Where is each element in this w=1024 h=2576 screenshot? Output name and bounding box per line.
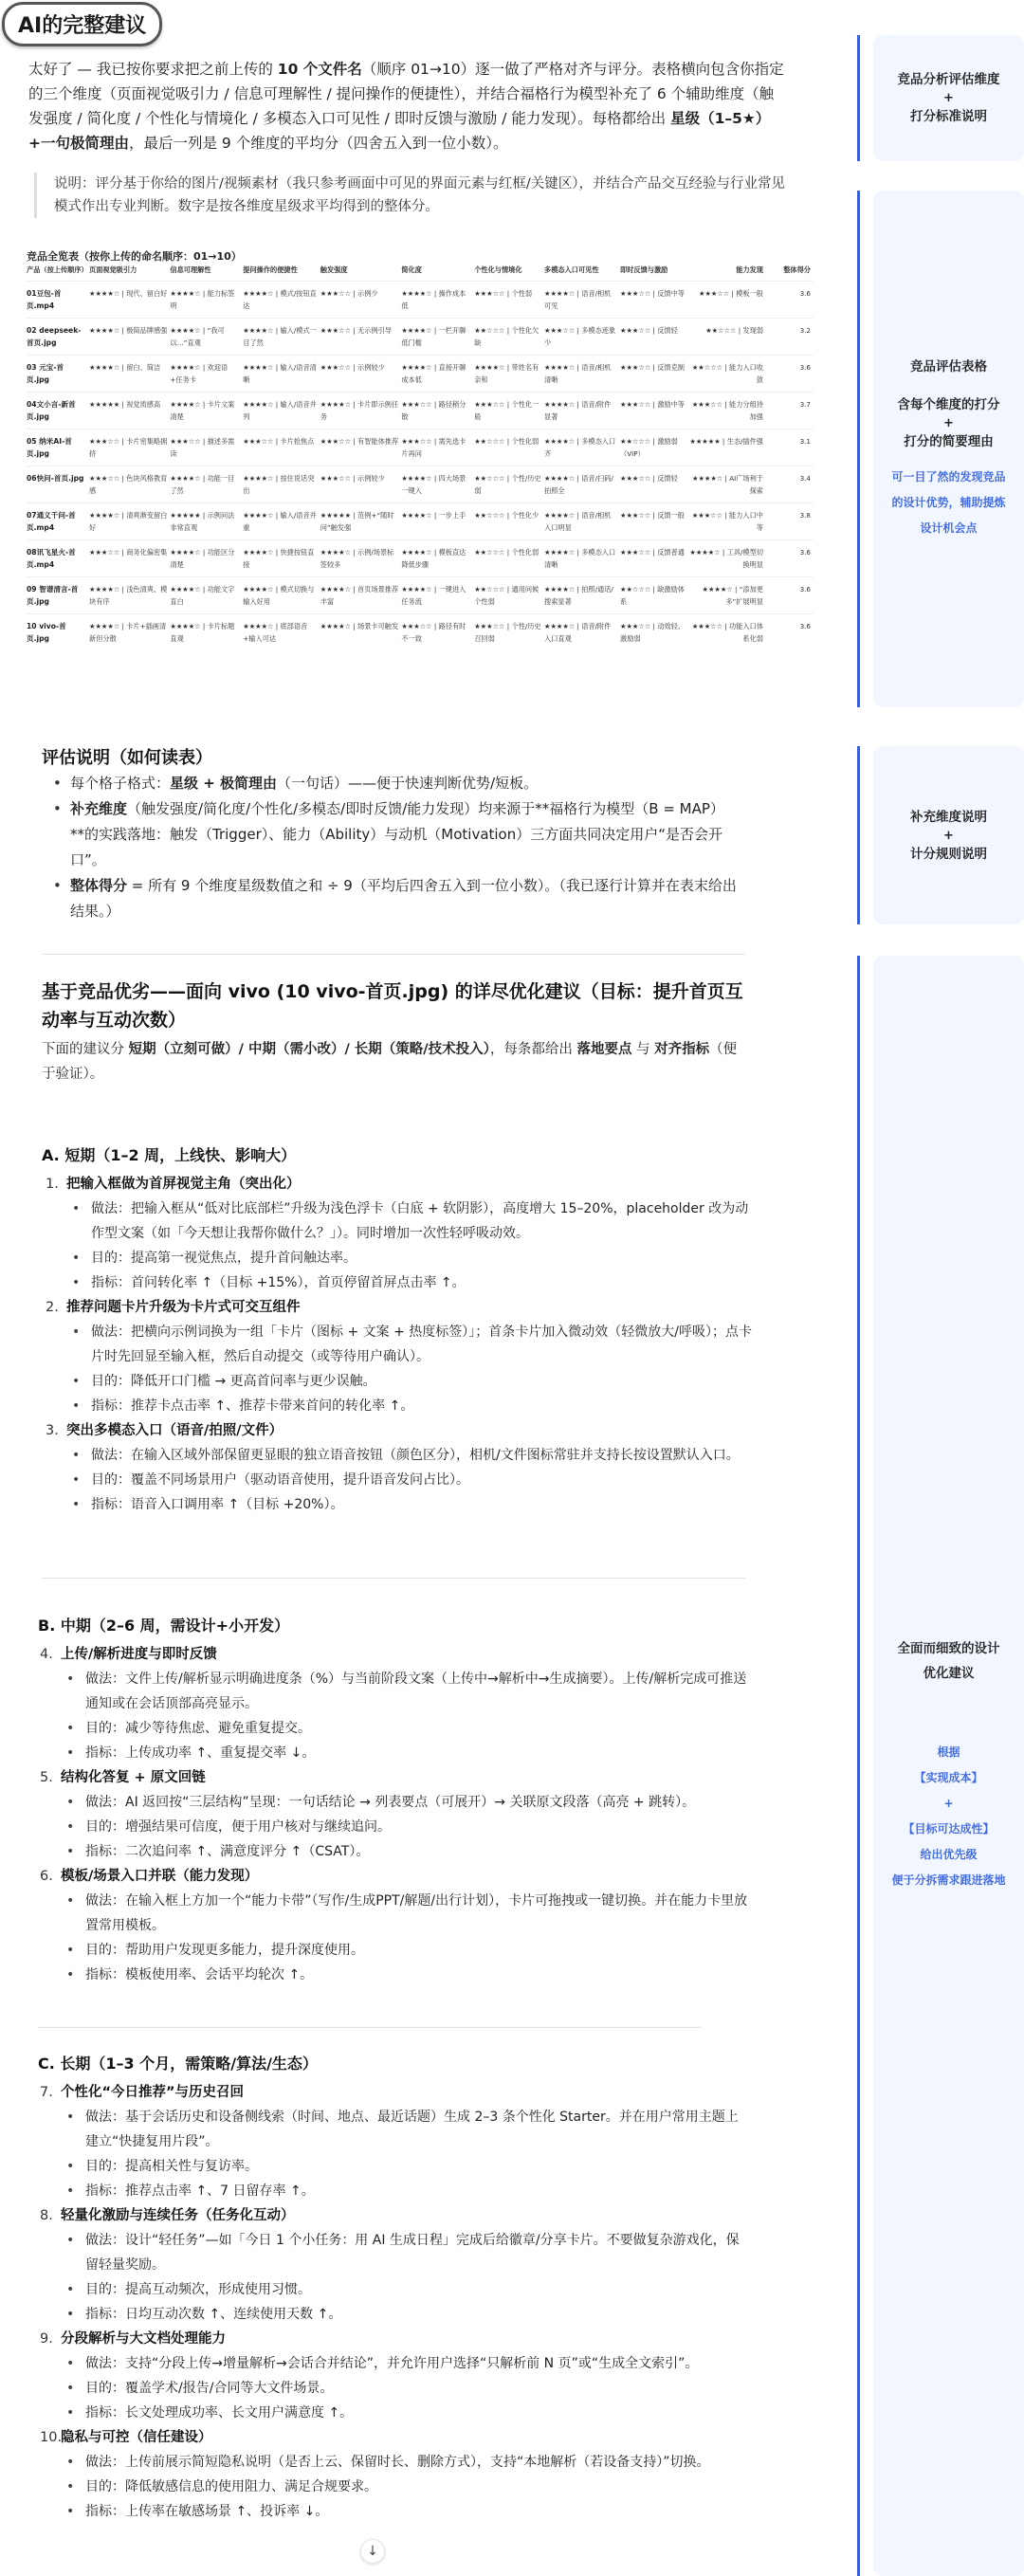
rating-cell: ★★★★★ | 生态/插件强	[689, 437, 763, 446]
rating-cell: ★★★☆☆ | 激励中等	[620, 400, 685, 409]
list-item: • 做法：设计“轻任务”—如「今日 1 个小任务：用 AI 生成日程」完成后给徽章/分享卡片。不要做复杂游戏化，保留轻量奖励。	[61, 2228, 751, 2277]
rating-cell: ★★★☆☆ | 多模态迹象少	[544, 326, 616, 347]
annotation-card-dimensions: 竞品分析评估维度 + 打分标准说明	[873, 35, 1024, 161]
rating-cell: ★★☆☆☆ | 缺激励体系	[620, 585, 685, 606]
accent-bar	[857, 35, 860, 161]
table-row	[27, 356, 814, 393]
advice-item-title	[40, 1765, 751, 1790]
col-header: 多模态入口可见性	[544, 265, 599, 274]
rating-cell: ★★★☆☆ | 个性/历史召回弱	[474, 622, 541, 643]
list-item: • 做法：在输入区域外部保留更显眼的独立语音按钮（颜色区分），相机/文件图标常驻并支持长按设置默认入口。	[66, 1443, 757, 1468]
product-cell: 08讯飞星火-首页.mp4	[27, 548, 76, 569]
list-item: • 做法：AI 返回按“三层结构”呈现：一句话结论 → 列表要点（可展开）→ 关联原文段落（高亮 + 跳转）。	[61, 1790, 751, 1815]
rating-cell: ★★★★☆ | 语音/扫码/拍照全	[544, 474, 613, 495]
rating-cell: ★★★☆☆ | 需先选卡片再问	[401, 437, 466, 458]
product-cell: 03 元宝-首页.jpg	[27, 363, 64, 384]
rating-cell: ★★★★☆ | 语音/相机可见	[544, 289, 612, 310]
advice-intro: 下面的建议分 短期（立刻可做）/ 中期（需小改）/ 长期（策略/技术投入），每条都给出 落地要点 与 对齐指标（便于验证）。	[42, 1042, 738, 1082]
rating-cell: ★★★★☆ | 场景卡可触发	[320, 622, 399, 630]
advice-points	[61, 1889, 751, 1987]
rating-cell: ★★★★☆ | 语音/附件显著	[544, 400, 612, 421]
list-item: • 目的：增强结果可信度，便于用户核对与继续追问。	[61, 1815, 751, 1839]
advice-item-title	[46, 1418, 757, 1443]
advice-points	[66, 1320, 757, 1418]
rating-cell: ★★★★☆ | 语音/相机入口明显	[544, 511, 612, 532]
rating-cell: ★★★★★ | 范例+“随时问”触发强	[320, 511, 394, 532]
advice-points	[66, 1197, 757, 1295]
list-item: • 指标：推荐卡点击率 ↑、推荐卡带来首问的转化率 ↑。	[66, 1394, 757, 1418]
rating-cell: ★★☆☆☆ | 个性化弱	[474, 548, 539, 557]
scroll-down-button[interactable]	[360, 2539, 385, 2564]
list-item: • 目的：帮助用户发现更多能力，提升深度使用。	[61, 1938, 751, 1963]
comparison-table	[27, 264, 814, 650]
rating-cell: ★★★★☆ | 功能区分清楚	[170, 548, 235, 569]
rating-cell: ★★☆☆☆ | 个性化弱	[474, 437, 539, 446]
list-item: • 指标：长文处理成功率、长文用户满意度 ↑。	[61, 2401, 751, 2425]
item-number: 9.	[40, 2331, 53, 2347]
overall-score-cell: 3.6	[799, 622, 811, 630]
rating-cell: ★★★☆☆ | 示例较少	[320, 363, 385, 372]
col-header: 产品（按上传顺序）	[27, 265, 88, 274]
list-item: • 做法：基于会话历史和设备侧线索（时间、地点、最近话题）生成 2–3 条个性化 Starter。并在用户常用主题上建立“快捷复用片段”。	[61, 2105, 751, 2154]
rating-cell: ★★★☆☆ | 个性弱	[474, 289, 533, 298]
list-item: • 目的：提高第一视觉焦点，提升首问触达率。	[66, 1246, 757, 1270]
rating-cell: ★★★★☆ | 按住说话突出	[243, 474, 315, 495]
advice-points	[61, 2450, 751, 2524]
list-item: • 目的：覆盖不同场景用户（驱动语音使用，提升语音发问占比）。	[66, 1468, 757, 1492]
rating-cell: ★★★★☆ | 输入/语音并重	[243, 511, 317, 532]
item-number: 6.	[40, 1869, 53, 1884]
divider	[42, 954, 745, 955]
list-item: • 指标：上传率在敏感场景 ↑、投诉率 ↓。	[61, 2499, 751, 2524]
list-item: • 指标：模板使用率、会话平均轮次 ↑。	[61, 1963, 751, 1987]
item-title-text: 上传/解析进度与即时反馈	[61, 1647, 217, 1662]
advice-points	[61, 2105, 751, 2203]
rating-cell: ★★★★☆ | 现代、留白好	[89, 289, 168, 298]
rating-cell: ★★★★☆ | 工具/模型切换明显	[689, 548, 763, 569]
item-title-text: 推荐问题卡片升级为卡片式可交互组件	[66, 1300, 301, 1315]
rating-cell: ★★★★☆ | 功能一目了然	[170, 474, 235, 495]
section-long-term	[40, 2080, 751, 2524]
table-row	[27, 429, 814, 466]
section-mid-term	[40, 1642, 751, 1987]
rating-cell: ★★★★☆ | 示例/场景标签较多	[320, 548, 394, 569]
rating-cell: ★★★★☆ | 首页场景推荐丰富	[320, 585, 399, 606]
advice-heading: 基于竞品优劣——面向 vivo (10 vivo-首页.jpg) 的详尽优化建议（目标：提升首页互动率与互动次数）	[42, 981, 743, 1031]
list-item: • 目的：减少等待焦虑、避免重复提交。	[61, 1716, 751, 1741]
overall-score-cell: 3.8	[799, 511, 811, 520]
list-item: • 做法：把输入框从“低对比底部栏”升级为浅色浮卡（白底 + 软阴影），高度增大 15–20%，placeholder 改为动作型文案（如「今天想让我帮你做什么？」）。同时增加一次性轻呼吸动效。	[66, 1197, 757, 1246]
col-header: 页面视觉吸引力	[89, 265, 137, 274]
rating-cell: ★★★★★ | 视觉质感高	[89, 400, 161, 409]
rating-cell: ★★★☆☆ | 示例少	[320, 289, 378, 298]
divider	[38, 2027, 702, 2028]
item-title-text: 突出多模态入口（语音/拍照/文件）	[66, 1423, 283, 1438]
advice-item-title	[40, 2425, 751, 2450]
guide-list	[46, 771, 738, 924]
accent-bar	[857, 191, 860, 707]
overall-score-cell: 3.6	[799, 585, 811, 594]
item-number: 1.	[46, 1177, 59, 1192]
item-title-text: 结构化答复 + 原文回链	[61, 1770, 206, 1785]
rating-cell: ★★★☆☆ | 反馈轻	[620, 326, 678, 335]
advice-points	[66, 1443, 757, 1517]
rating-cell: ★★☆☆☆ | 个性化少	[474, 511, 539, 520]
rating-cell: ★★★★☆ | 功能文字直白	[170, 585, 235, 606]
rating-cell: ★★★★☆ | 清爽渐变留白好	[89, 511, 168, 532]
product-cell: 06快问-首页.jpg	[27, 474, 84, 483]
rating-cell: ★★☆☆☆ | 个性化欠缺	[474, 326, 539, 347]
advice-item-title	[40, 2203, 751, 2228]
rating-cell: ★★☆☆☆ | 激励弱（VIP）	[620, 437, 678, 458]
rating-cell: ★★★★☆ | 输入/语音并列	[243, 400, 317, 421]
item-number: 7.	[40, 2085, 53, 2100]
rating-cell: ★★★★☆ | 模式/按钮直达	[243, 289, 317, 310]
advice-item-title	[46, 1172, 757, 1197]
list-item: • 每个格子格式：星级 + 极简理由（一句话）——便于快速判断优势/短板。	[46, 771, 738, 796]
rating-cell: ★★★☆☆ | 能力入口中等	[691, 511, 763, 532]
product-cell: 07通义千问-首页.mp4	[27, 511, 76, 532]
section-heading-long-term: C. 长期（1–3 个月，需策略/算法/生态）	[38, 2055, 318, 2073]
table-row	[27, 282, 814, 319]
advice-item	[40, 2080, 751, 2203]
list-item: • 指标：推荐点击率 ↑、7 日留存率 ↑。	[61, 2179, 751, 2203]
list-item: • 目的：覆盖学术/报告/合同等大文件场景。	[61, 2376, 751, 2401]
list-item: • 整体得分 = 所有 9 个维度星级数值之和 ÷ 9（平均后四舍五入到一位小数）。（我已逐行计算并在表末给出结果。）	[46, 873, 738, 924]
rating-cell: ★★★★☆ | 模板直达降低步骤	[401, 548, 466, 569]
list-item: • 指标：日均互动次数 ↑、连续使用天数 ↑。	[61, 2302, 751, 2327]
annotation-card-advice: 全面而细致的设计 优化建议 根据 【实现成本】 + 【目标可达成性】 给出优先级 便于分拆需求跟进落地	[873, 956, 1024, 2576]
rating-cell: ★★★★☆ | 操作成本低	[401, 289, 466, 310]
rating-cell: ★★★☆☆ | 路径有时不一致	[401, 622, 466, 643]
list-item: • 目的：提高相关性与复访率。	[61, 2154, 751, 2179]
list-item: • 目的：提高互动频次，形成使用习惯。	[61, 2277, 751, 2302]
table-row	[27, 466, 814, 503]
rating-cell: ★★★★☆ | 四大场景一键入	[401, 474, 466, 495]
rating-cell: ★★★★☆ | 能力标签明	[170, 289, 235, 310]
col-header: 即时反馈与激励	[620, 265, 668, 274]
col-header: 提问操作的便捷性	[243, 265, 298, 274]
rating-cell: ★★★☆☆ | 反馈轻	[620, 474, 678, 483]
advice-item	[40, 1642, 751, 1765]
rating-cell: ★★★★☆ | 卡片即示例任务	[320, 400, 399, 421]
section-short-term	[46, 1172, 757, 1517]
overall-score-cell: 3.7	[799, 400, 811, 409]
rating-cell: ★★★☆☆ | 有智能体推荐	[320, 437, 399, 446]
rating-cell: ★★★★☆ | 一键进入任务流	[401, 585, 466, 606]
accent-bar	[857, 956, 860, 2576]
annotation-card-table: 竞品评估表格 含每个维度的打分 + 打分的简要理由 可一目了然的发现竞品 的设计优势，辅助提炼 设计机会点	[873, 191, 1024, 707]
table-row	[27, 319, 814, 356]
item-title-text: 个性化“今日推荐”与历史召回	[61, 2085, 245, 2100]
rating-cell: ★★★☆☆ | 反馈普通	[620, 548, 685, 557]
rating-cell: ★★★★☆ | 一步上手	[401, 511, 466, 520]
item-number: 10.	[40, 2430, 63, 2445]
rating-cell: ★★★★☆ | 多模态入口齐	[544, 437, 616, 458]
rating-cell: ★★★★☆ | 卡片文案清楚	[170, 400, 235, 421]
product-cell: 02 deepseek-首页.jpg	[27, 326, 82, 347]
rating-cell: ★★★★☆ | 语音/附件入口直观	[544, 622, 612, 643]
accent-bar	[857, 746, 860, 924]
table-row	[27, 503, 814, 540]
item-number: 5.	[40, 1770, 53, 1785]
advice-item-title	[40, 1642, 751, 1667]
advice-item-title	[40, 1864, 751, 1889]
advice-item	[46, 1418, 757, 1517]
item-title-text: 隐私与可控（信任建设）	[61, 2430, 212, 2445]
item-number: 3.	[46, 1423, 59, 1438]
overall-score-cell: 3.6	[799, 289, 811, 298]
table-body	[27, 282, 814, 651]
advice-item-title	[40, 2327, 751, 2351]
list-item: • 做法：上传前展示简短隐私说明（是否上云、保留时长、删除方式），支持“本地解析（若设备支持）”切换。	[61, 2450, 751, 2475]
rating-cell: ★★★★☆ | 卡片+插画清新但分散	[89, 622, 167, 643]
rating-cell: ★★★★☆ | 极简品牌感强	[89, 326, 168, 335]
item-number: 2.	[46, 1300, 59, 1315]
rating-cell: ★★★★☆ | 欢迎语+任务卡	[170, 363, 229, 384]
item-title-text: 分段解析与大文档处理能力	[61, 2331, 226, 2347]
rating-cell: ★★★★☆ | 一栏开聊低门槛	[401, 326, 466, 347]
rating-cell: ★★★★☆ | 模式切换与输入好用	[243, 585, 315, 606]
table-row	[27, 577, 814, 614]
rating-cell: ★★★☆☆ | 路径稍分散	[401, 400, 466, 421]
table-row	[27, 614, 814, 651]
col-header: 能力发现	[736, 265, 763, 274]
product-cell: 01豆包-首页.mp4	[27, 289, 62, 310]
list-item: • 目的：降低敏感信息的使用阻力、满足合规要求。	[61, 2475, 751, 2499]
overall-score-cell: 3.2	[799, 326, 811, 335]
overall-score-cell: 3.6	[799, 363, 811, 372]
table-row	[27, 393, 814, 429]
rating-cell: ★★★★☆ | AI广场利于探索	[692, 474, 763, 495]
item-number: 8.	[40, 2208, 53, 2223]
rating-cell: ★★★☆☆ | 反馈一般	[620, 511, 685, 520]
list-item: • 补充维度（触发强度/简化度/个性化/多模态/即时反馈/能力发现）均来源于**福格行为模型（B = MAP）**的实践落地：触发（Trigger）、能力（Ability）与动机（Motivation）三方面共同决定用户“是否会开口”。	[46, 796, 738, 873]
rating-cell: ★★★☆☆ | 无示例引导	[320, 326, 392, 335]
list-item: • 做法：在输入框上方加一个“能力卡带”（写作/生成PPT/解题/出行计划），卡片可拖拽或一键切换。并在能力卡里放置常用模板。	[61, 1889, 751, 1938]
advice-item	[46, 1295, 757, 1418]
list-item: • 指标：语音入口调用率 ↑（目标 +20%）。	[66, 1492, 757, 1517]
rating-cell: ★★★☆☆ | 色块风格教育感	[89, 474, 168, 495]
rating-cell: ★★★☆☆ | 示例较少	[320, 474, 385, 483]
rating-cell: ★★★★★ | 示例问法非常直观	[170, 511, 235, 532]
rating-cell: ★★★★☆ | 语音/相机清晰	[544, 363, 612, 384]
overall-score-cell: 3.4	[799, 474, 811, 483]
rating-cell: ★★☆☆☆ | 通用问候个性弱	[474, 585, 539, 606]
item-title-text: 把输入框做为首屏视觉主角（突出化）	[66, 1177, 301, 1192]
rating-cell: ★★★☆☆ | 模板一般	[699, 289, 763, 298]
annotation-card-rules: 补充维度说明 + 计分规则说明	[873, 746, 1024, 924]
advice-points	[61, 1667, 751, 1765]
product-cell: 09 智谱清言-首页.jpg	[27, 585, 79, 606]
rating-cell: ★★★★☆ | “添加更多”扩展明显	[702, 585, 763, 606]
rating-cell: ★★★★☆ | 浅色清爽、模块有序	[89, 585, 168, 606]
rating-cell: ★★★★☆ | 卡片标题直观	[170, 622, 235, 643]
rating-cell: ★★★★☆ | 快捷按钮直接	[243, 548, 315, 569]
advice-item	[40, 2203, 751, 2327]
item-title-text: 轻量化激励与连续任务（任务化互动）	[61, 2208, 295, 2223]
rating-cell: ★★☆☆☆ | 能力入口收敛	[691, 363, 763, 384]
table-row	[27, 540, 814, 577]
arrow-down-icon: ↓	[367, 2544, 378, 2559]
advice-item	[40, 2425, 751, 2524]
rating-cell: ★★★★☆ | 底部语音+输入可达	[243, 622, 308, 643]
item-title-text: 模板/场景入口并联（能力发现）	[61, 1869, 259, 1884]
col-header: 触发强度	[320, 265, 348, 274]
divider	[42, 1578, 745, 1579]
advice-item-title	[40, 2080, 751, 2105]
rating-cell: ★★★★☆ | 多模态入口清晰	[544, 548, 616, 569]
advice-item	[46, 1172, 757, 1295]
rating-cell: ★★★★☆ | 输入/模式一目了然	[243, 326, 317, 347]
rating-cell: ★★★☆☆ | 个性化一般	[474, 400, 539, 421]
overall-score-cell: 3.6	[799, 548, 811, 557]
advice-item-title	[46, 1295, 757, 1320]
col-header: 信息可理解性	[170, 265, 211, 274]
list-item: • 指标：首问转化率 ↑（目标 +15%），首页停留首屏点击率 ↑。	[66, 1270, 757, 1295]
guide-heading: 评估说明（如何读表）	[42, 748, 212, 768]
rating-cell: ★★★☆☆ | 功能入口体系化弱	[691, 622, 763, 643]
rating-cell: ★★★☆☆ | 动效轻、激励弱	[620, 622, 685, 643]
col-header: 简化度	[401, 265, 422, 274]
rating-cell: ★★★☆☆ | 能力分组待加强	[691, 400, 763, 421]
note-blockquote: 说明：评分基于你给的图片/视频素材（我只参考画面中可见的界面元素与红框/关键区），并结合产品交互经验与行业常见模式作出专业判断。数字是按各维度星级求平均得到的整体分。	[34, 173, 793, 218]
advice-points	[61, 2351, 751, 2425]
rating-cell: ★★★★☆ | 带姓名有亲和	[474, 363, 539, 384]
item-number: 4.	[40, 1647, 53, 1662]
advice-points	[61, 2228, 751, 2327]
rating-cell: ★★★☆☆ | 卡片抢焦点	[243, 437, 315, 446]
product-cell: 05 纳米AI-首页.jpg	[27, 437, 72, 458]
list-item: • 目的：降低开口门槛 → 更高首问率与更少误触。	[66, 1369, 757, 1394]
rating-cell: ★★★★☆ | 留白、简洁	[89, 363, 161, 372]
rating-cell: ★★★★☆ | 输入/语音清晰	[243, 363, 317, 384]
list-item: • 指标：二次追问率 ↑、满意度评分 ↑（CSAT）。	[61, 1839, 751, 1864]
intro-paragraph: 太好了 — 我已按你要求把之前上传的 10 个文件名（顺序 01→10）逐一做了严格对齐与评分。表格横向包含你指定的三个维度（页面视觉吸引力 / 信息可理解性 / 提问操作的便捷性），并结合福格行为模型补充了 6 个辅助维度（触发强度 / 简化度 / 个性化与情境化 / 多模态入口可见性 / 即时反馈与激励 / 能力发现）。每格都给出 星级（1–5★）+一句极简理由，最后一列是 9 个维度的平均分（四舍五入到一位小数）。	[28, 61, 784, 152]
col-header: 整体得分	[783, 265, 811, 274]
rating-cell: ★★☆☆☆ | 个性/历史弱	[474, 474, 541, 495]
advice-item	[40, 2327, 751, 2425]
advice-item	[40, 1765, 751, 1864]
col-header: 个性化与情境化	[474, 265, 522, 274]
rating-cell: ★★★☆☆ | 描述多需读	[170, 437, 235, 458]
rating-cell: ★★★☆☆ | 卡片密集略拥挤	[89, 437, 168, 458]
list-item: • 指标：上传成功率 ↑、重复提交率 ↓。	[61, 1741, 751, 1765]
list-item: • 做法：文件上传/解析显示明确进度条（%）与当前阶段文案（上传中→解析中→生成摘要）。上传/解析完成可推送通知或在会话顶部高亮显示。	[61, 1667, 751, 1716]
rating-cell: ★★★★☆ | 直接开聊成本低	[401, 363, 466, 384]
product-cell: 04文小言-新首页.jpg	[27, 400, 76, 421]
advice-item	[40, 1864, 751, 1987]
table-header-row	[27, 264, 814, 282]
rating-cell: ★★☆☆☆ | 发现弱	[705, 326, 763, 335]
section-heading-mid-term: B. 中期（2–6 周，需设计+小开发）	[38, 1617, 290, 1635]
page-title: AI的完整建议	[2, 2, 162, 46]
rating-cell: ★★★☆☆ | 反馈中等	[620, 289, 685, 298]
rating-cell: ★★★★☆ | “我可以…”直观	[170, 326, 225, 347]
overall-score-cell: 3.1	[799, 437, 811, 446]
table-title: 竞品全览表（按你上传的命名顺序：01→10）	[27, 250, 242, 263]
rating-cell: ★★★☆☆ | 反馈克制	[620, 363, 685, 372]
list-item: • 做法：支持“分段上传→增量解析→会话合并结论”，并允许用户选择“只解析前 N 页”或“生成全文索引”。	[61, 2351, 751, 2376]
list-item: • 做法：把横向示例词换为一组「卡片（图标 + 文案 + 热度标签）」；首条卡片加入微动效（轻微放大/呼吸）；点卡片时先回显至输入框，然后自动提交（或等待用户确认）。	[66, 1320, 757, 1369]
rating-cell: ★★★☆☆ | 商务化偏密集	[89, 548, 168, 557]
product-cell: 10 vivo-首页.jpg	[27, 622, 66, 643]
advice-points	[61, 1790, 751, 1864]
section-heading-short-term: A. 短期（1–2 周，上线快、影响大）	[42, 1146, 297, 1164]
rating-cell: ★★★★☆ | 拍照/通话/搜索显著	[544, 585, 613, 606]
